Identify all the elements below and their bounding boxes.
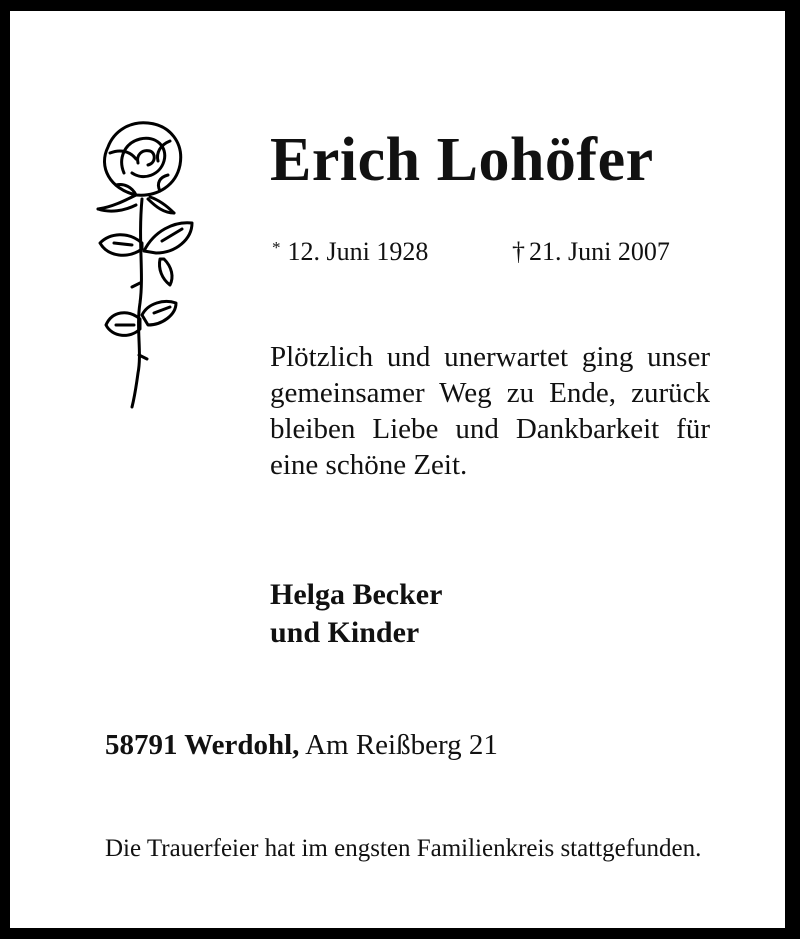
death-date: 21. Juni 2007 (529, 237, 670, 266)
rose-icon (52, 103, 232, 413)
signers (270, 576, 442, 652)
birth-symbol: * (272, 238, 281, 257)
signer-line: und Kinder (270, 616, 420, 649)
signer-line: Helga Becker (270, 578, 443, 611)
funeral-note: Die Trauerfeier hat im engsten Familienkreis stattgefunden. (105, 835, 702, 862)
address-street: Am Reißberg 21 (305, 729, 498, 761)
birth-date-line (272, 239, 428, 265)
address-city: 58791 Werdohl, (105, 729, 300, 761)
deceased-name: Erich Lohöfer (270, 126, 654, 194)
birth-date: 12. Juni 1928 (287, 237, 429, 266)
death-symbol: † (512, 237, 525, 266)
address (105, 731, 498, 760)
death-date-line (512, 239, 670, 265)
condolence-message: Plötzlich und unerwartet ging unser gemeinsamer Weg zu Ende, zurück bleiben Liebe und Dankbarkeit für eine schöne Zeit. (270, 341, 710, 481)
